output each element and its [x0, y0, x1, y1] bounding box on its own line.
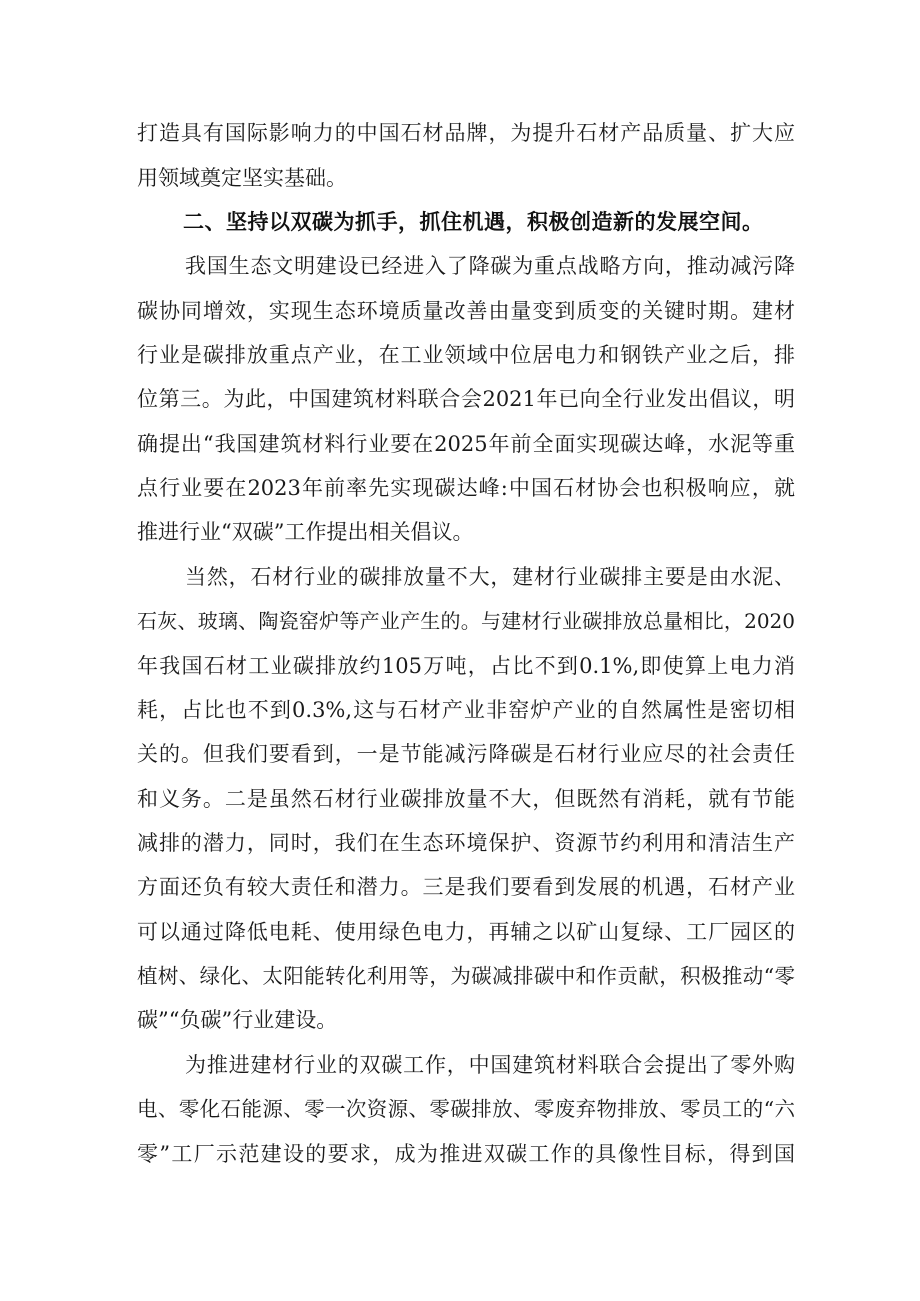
- paragraph-line: 耗，占比也不到0.3%,这与石材产业非窑炉产业的自然属性是密切相: [137, 698, 795, 722]
- paragraph-line: 年我国石材工业碳排放约105万吨，占比不到0.1%,即使算上电力消: [137, 654, 795, 678]
- paragraph-line: 电、零化石能源、零一次资源、零碳排放、零废弃物排放、零员工的“六: [137, 1097, 795, 1121]
- paragraph-line: 确提出“我国建筑材料行业要在2025年前全面实现碳达峰，水泥等重: [137, 432, 795, 456]
- paragraph-line: 减排的潜力，同时，我们在生态环境保护、资源节约利用和清洁生产: [137, 831, 795, 855]
- paragraph-line: 植树、绿化、太阳能转化利用等，为碳减排碳中和作贡献，积极推动“零: [137, 964, 795, 988]
- paragraph-line: 位第三。为此，中国建筑材料联合会2021年已向全行业发出倡议，明: [137, 387, 795, 411]
- paragraph-line: 碳”“负碳”行业建设。: [137, 1008, 338, 1032]
- paragraph-line: 推进行业“双碳”工作提出相关倡议。: [137, 520, 474, 544]
- paragraph-line: 行业是碳排放重点产业，在工业领域中位居电力和钢铁产业之后，排: [137, 343, 795, 367]
- paragraph-line: 为推进建材行业的双碳工作，中国建筑材料联合会提出了零外购: [185, 1053, 795, 1077]
- section-heading: 二、坚持以双碳为抓手，抓住机遇，积极创造新的发展空间。: [183, 210, 764, 234]
- paragraph-line: 用领域奠定坚实基础。: [137, 166, 347, 190]
- paragraph-line: 碳协同增效，实现生态环境质量改善由量变到质变的关键时期。建材: [137, 299, 795, 323]
- paragraph-line: 可以通过降低电耗、使用绿色电力，再辅之以矿山复绿、工厂园区的: [137, 920, 795, 944]
- paragraph-line: 石灰、玻璃、陶瓷窑炉等产业产生的。与建材行业碳排放总量相比，2020: [137, 609, 795, 633]
- paragraph-line: 方面还负有较大责任和潜力。三是我们要看到发展的机遇，石材产业: [137, 875, 795, 899]
- paragraph-line: 零”工厂示范建设的要求，成为推进双碳工作的具像性目标，得到国: [137, 1142, 795, 1166]
- paragraph-line: 和义务。二是虽然石材行业碳排放量不大，但既然有消耗，就有节能: [137, 787, 795, 811]
- paragraph-line: 点行业要在2023年前率先实现碳达峰:中国石材协会也积极响应，就: [137, 476, 795, 500]
- paragraph-line: 关的。但我们要看到，一是节能减污降碳是石材行业应尽的社会责任: [137, 742, 795, 766]
- paragraph-line: 我国生态文明建设已经进入了降碳为重点战略方向，推动减污降: [185, 254, 795, 278]
- paragraph-line: 当然，石材行业的碳排放量不大，建材行业碳排主要是由水泥、: [185, 565, 795, 589]
- paragraph-line: 打造具有国际影响力的中国石材品牌，为提升石材产品质量、扩大应: [137, 121, 795, 145]
